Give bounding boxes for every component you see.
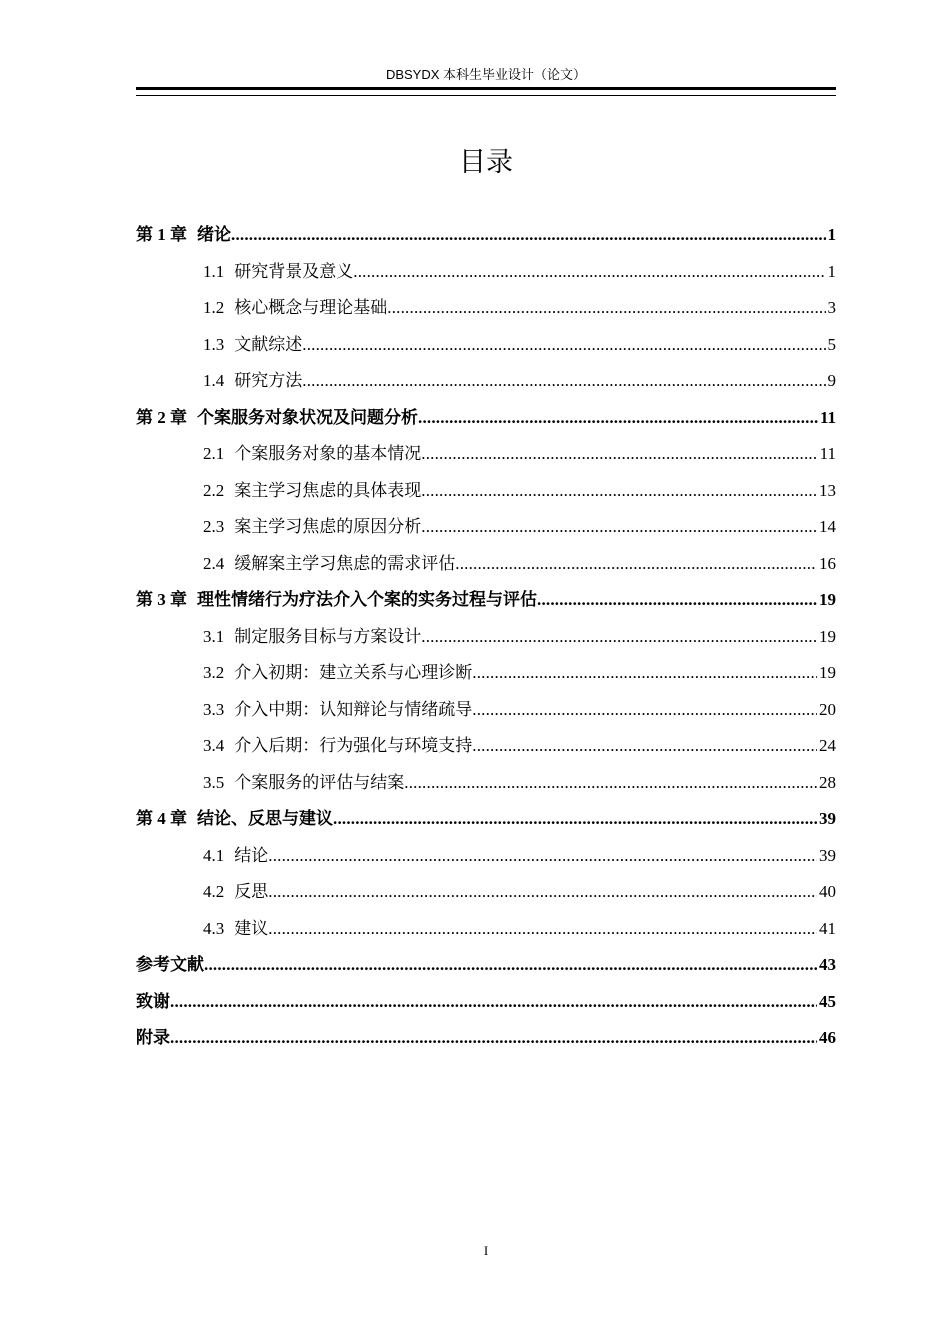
toc-entry-page: 13 — [819, 480, 836, 500]
toc-entry-label: 介入初期：建立关系与心理诊断 — [234, 663, 473, 682]
toc-dot-leader — [472, 655, 817, 692]
toc-entry-number: 4.3 — [203, 918, 225, 938]
toc-chapter-entry[interactable] — [136, 217, 836, 254]
toc-section-entry[interactable] — [136, 874, 836, 911]
toc-dot-leader — [421, 436, 817, 473]
toc-entry-number: 1.3 — [203, 334, 225, 354]
toc-entry-number: 4.1 — [203, 845, 225, 865]
toc-entry-label: 文献综述 — [234, 334, 303, 354]
toc-entry-label: 建议 — [234, 918, 269, 938]
toc-entry-label: 反思 — [234, 882, 269, 901]
toc-entry-label: 个案服务对象的基本情况 — [234, 444, 422, 463]
toc-dot-leader — [455, 546, 817, 583]
toc-entry-page: 3 — [827, 298, 836, 317]
page-header: DBSYDX 本科生毕业设计（论文） — [385, 67, 587, 82]
toc-chapter-entry[interactable] — [136, 801, 836, 838]
table-of-contents — [136, 217, 836, 1057]
toc-dot-leader — [231, 217, 826, 254]
toc-section-entry[interactable] — [136, 327, 836, 364]
toc-dot-leader — [472, 728, 817, 765]
toc-entry-page: 1 — [827, 261, 836, 281]
toc-entry-label: 介入后期：行为强化与环境支持 — [234, 736, 473, 755]
toc-entry-page: 40 — [819, 882, 836, 901]
toc-entry-label: 理性情绪行为疗法介入个案的实务过程与评估 — [197, 590, 537, 609]
toc-entry-page: 11 — [819, 444, 836, 463]
toc-dot-leader — [302, 327, 825, 364]
toc-entry-page: 9 — [827, 371, 836, 390]
toc-section-entry[interactable] — [136, 619, 836, 656]
toc-chapter-entry[interactable] — [136, 400, 836, 437]
toc-dot-leader — [204, 947, 817, 984]
toc-chapter-entry[interactable] — [136, 984, 836, 1021]
toc-dot-leader — [421, 473, 817, 510]
header-rule — [136, 87, 836, 96]
toc-section-entry[interactable] — [136, 509, 836, 546]
toc-entry-label: 参考文献 — [136, 955, 204, 974]
toc-entry-page: 43 — [819, 955, 836, 974]
toc-entry-number: 第 2 章 — [136, 407, 187, 427]
toc-dot-leader — [353, 254, 825, 291]
toc-dot-leader — [333, 801, 817, 838]
toc-entry-number: 3.3 — [203, 699, 225, 719]
toc-entry-number: 1.2 — [203, 298, 225, 317]
toc-entry-page: 19 — [819, 626, 836, 646]
toc-entry-number: 1.1 — [203, 261, 225, 281]
toc-entry-label: 制定服务目标与方案设计 — [234, 626, 422, 646]
toc-entry-page: 46 — [819, 1028, 836, 1047]
toc-section-entry[interactable] — [136, 728, 836, 765]
toc-chapter-entry[interactable] — [136, 582, 836, 619]
toc-entry-label: 研究背景及意义 — [234, 261, 354, 281]
toc-section-entry[interactable] — [136, 838, 836, 875]
toc-entry-number: 3.2 — [203, 663, 225, 682]
toc-section-entry[interactable] — [136, 692, 836, 729]
toc-section-entry[interactable] — [136, 254, 836, 291]
toc-entry-label: 介入中期：认知辩论与情绪疏导 — [234, 699, 473, 719]
toc-entry-number: 3.4 — [203, 736, 225, 755]
toc-entry-label: 附录 — [136, 1028, 170, 1047]
toc-section-entry[interactable] — [136, 765, 836, 802]
toc-chapter-entry[interactable] — [136, 947, 836, 984]
toc-entry-page: 24 — [819, 736, 836, 755]
toc-entry-number: 第 1 章 — [136, 225, 187, 244]
toc-entry-label: 案主学习焦虑的原因分析 — [234, 517, 422, 536]
toc-entry-page: 5 — [827, 334, 836, 354]
toc-dot-leader — [170, 1020, 817, 1057]
page-number: I — [483, 1243, 489, 1258]
toc-section-entry[interactable] — [136, 911, 836, 948]
toc-entry-label: 结论 — [234, 845, 269, 865]
toc-entry-page: 1 — [827, 225, 836, 244]
toc-dot-leader — [268, 874, 817, 911]
toc-dot-leader — [302, 363, 825, 400]
toc-section-entry[interactable] — [136, 363, 836, 400]
toc-dot-leader — [472, 692, 817, 729]
toc-dot-leader — [421, 509, 817, 546]
toc-dot-leader — [418, 400, 818, 437]
toc-entry-page: 20 — [819, 699, 836, 719]
toc-entry-page: 19 — [819, 663, 836, 682]
toc-entry-page: 28 — [819, 772, 836, 792]
toc-section-entry[interactable] — [136, 546, 836, 583]
toc-dot-leader — [421, 619, 817, 656]
toc-title: 目录 — [459, 147, 513, 178]
toc-entry-page: 19 — [819, 590, 836, 609]
toc-entry-label: 个案服务对象状况及问题分析 — [197, 407, 418, 427]
toc-entry-page: 39 — [819, 845, 836, 865]
toc-entry-page: 45 — [819, 991, 836, 1011]
toc-section-entry[interactable] — [136, 290, 836, 327]
toc-chapter-entry[interactable] — [136, 1020, 836, 1057]
toc-entry-page: 39 — [819, 809, 836, 828]
toc-entry-page: 11 — [819, 407, 836, 427]
toc-dot-leader — [387, 290, 825, 327]
toc-section-entry[interactable] — [136, 436, 836, 473]
toc-dot-leader — [268, 838, 817, 875]
toc-dot-leader — [404, 765, 817, 802]
toc-entry-label: 致谢 — [136, 991, 170, 1011]
toc-dot-leader — [170, 984, 817, 1021]
toc-entry-label: 研究方法 — [234, 371, 303, 390]
toc-entry-label: 个案服务的评估与结案 — [234, 772, 405, 792]
toc-entry-number: 2.3 — [203, 517, 225, 536]
toc-entry-number: 4.2 — [203, 882, 225, 901]
toc-entry-number: 3.1 — [203, 626, 225, 646]
toc-dot-leader — [268, 911, 817, 948]
toc-entry-number: 1.4 — [203, 371, 225, 390]
toc-entry-label: 案主学习焦虑的具体表现 — [234, 480, 422, 500]
toc-entry-page: 16 — [819, 553, 836, 573]
toc-section-entry[interactable] — [136, 655, 836, 692]
toc-entry-number: 3.5 — [203, 772, 225, 792]
toc-entry-number: 2.1 — [203, 444, 225, 463]
toc-dot-leader — [537, 582, 817, 619]
toc-entry-number: 第 4 章 — [136, 809, 187, 828]
toc-entry-number: 第 3 章 — [136, 590, 187, 609]
toc-entry-page: 41 — [819, 918, 836, 938]
toc-section-entry[interactable] — [136, 473, 836, 510]
toc-entry-number: 2.4 — [203, 553, 225, 573]
toc-entry-page: 14 — [819, 517, 836, 536]
toc-entry-label: 核心概念与理论基础 — [234, 298, 388, 317]
toc-entry-label: 结论、反思与建议 — [197, 809, 333, 828]
toc-entry-label: 缓解案主学习焦虑的需求评估 — [234, 553, 456, 573]
toc-entry-number: 2.2 — [203, 480, 225, 500]
toc-entry-label: 绪论 — [197, 225, 231, 244]
